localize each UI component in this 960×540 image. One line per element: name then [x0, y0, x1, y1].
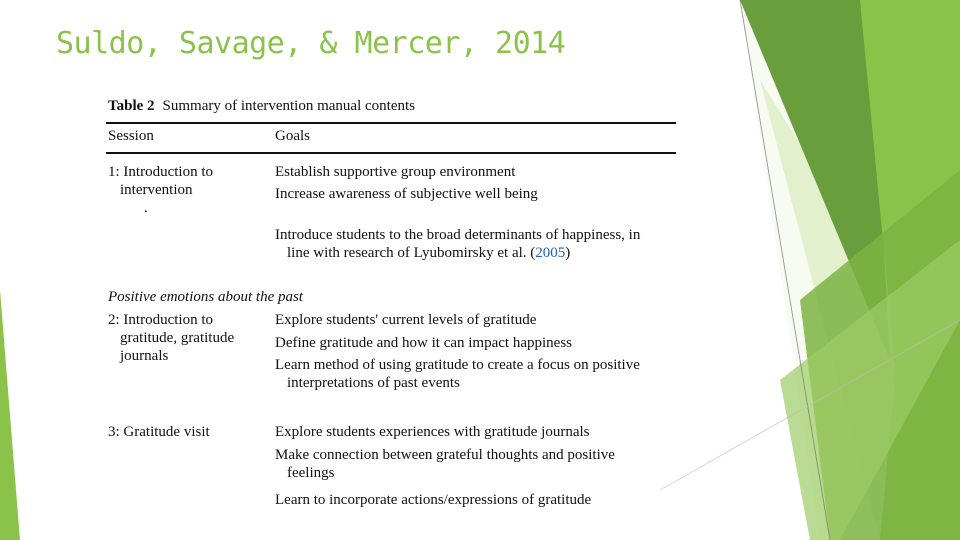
session-cell: 2: Introduction to gratitude, gratitude journals [108, 312, 235, 364]
table-caption [108, 98, 415, 115]
table-caption-label: Table 2 [108, 98, 155, 114]
citation-link[interactable]: 2005 [535, 245, 566, 261]
session-cell: 1: Introduction to intervention . [108, 164, 213, 216]
goal-item: Make connection between grateful thoughts and positive feelings [275, 447, 615, 481]
header-goals: Goals [275, 128, 310, 144]
header-session: Session [108, 128, 154, 144]
session-cell: 3: Gratitude visit [108, 424, 210, 440]
slide-title: Suldo, Savage, & Mercer, 2014 [56, 26, 566, 61]
table-top-rule [106, 122, 676, 124]
goal-item: Introduce students to the broad determinants of happiness, in line with research of Lyubomirsky et al. (2005) [275, 227, 641, 261]
table-header-rule [106, 152, 676, 154]
goal-item: Increase awareness of subjective well being [275, 186, 538, 202]
summary-table [100, 90, 676, 518]
goal-item: Explore students' current levels of gratitude [275, 312, 537, 328]
goal-item: Define gratitude and how it can impact happiness [275, 335, 572, 351]
goal-item: Explore students experiences with gratitude journals [275, 424, 590, 440]
goal-item: Learn to incorporate actions/expressions of gratitude [275, 492, 592, 508]
goal-item: Learn method of using gratitude to create a focus on positive interpretations of past events [275, 357, 640, 391]
table-caption-text: Summary of intervention manual contents [162, 98, 415, 114]
section-heading: Positive emotions about the past [108, 289, 303, 305]
goal-item: Establish supportive group environment [275, 164, 516, 180]
